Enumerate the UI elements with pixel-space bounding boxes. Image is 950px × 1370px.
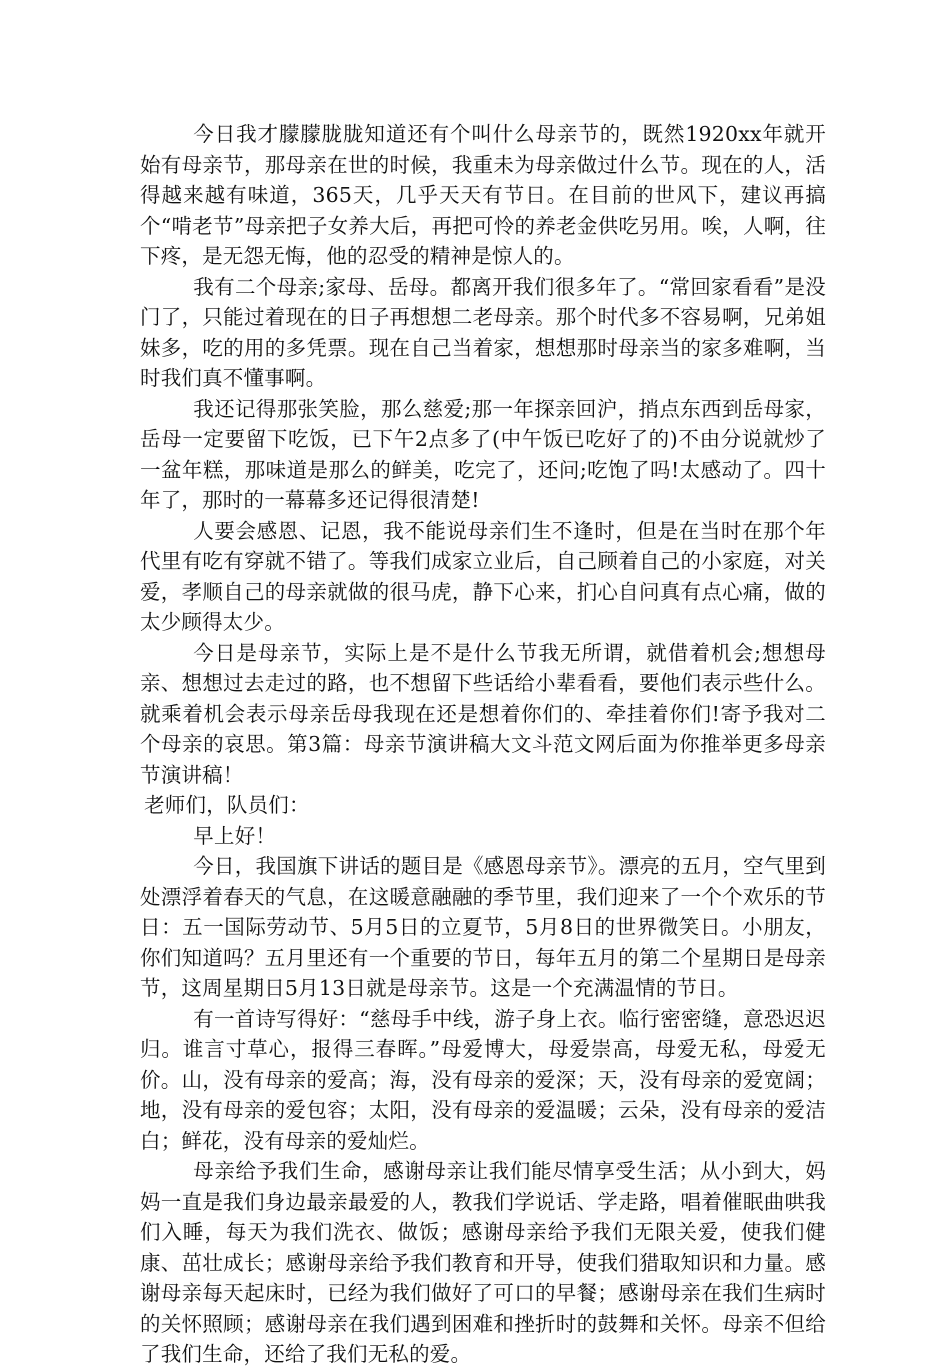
speech-salutation: 老师们，队员们：	[144, 793, 310, 817]
speech-greeting: 早上好！	[193, 823, 277, 848]
paragraph-speech-intro: 今日，我国旗下讲话的题目是《感恩母亲节》。漂亮的五月，空气里到处漂浮着春天的气息，在这暖意融融的季节里，我们迎来了一个个欢乐的节日：五一国际劳动节、5月5日的立夏节，5月8日的世界微笑日。小朋友，你们知道吗？五月里还有一个重要的节日，每年五月的第二个星期日是母亲节，这周星期日5月13日就是母亲节。这是一个充满温情的节日。	[140, 854, 826, 1000]
paragraph-two-mothers: 我有二个母亲;家母、岳母。都离开我们很多年了。“常回家看看”是没门了，只能过着现在的日子再想想二老母亲。那个时代多不容易啊，兄弟姐妹多，吃的用的多凭票。现在自己当着家，想想那时母亲当的家多难啊，当时我们真不懂事啊。	[140, 274, 826, 390]
paragraph-thanks-to-mother: 母亲给予我们生命，感谢母亲让我们能尽情享受生活；从小到大，妈妈一直是我们身边最亲最爱的人，教我们学说话、学走路，唱着催眠曲哄我们入睡，每天为我们洗衣、做饭；感谢母亲给予我们无限关爱，使我们健康、茁壮成长；感谢母亲给予我们教育和开导，使我们猎取知识和力量。感谢母亲每天起床时，已经为我们做好了可口的早餐；感谢母亲在我们生病时的关怀照顾；感谢母亲在我们遇到困难和挫折时的鼓舞和关怀。母亲不但给了我们生命，还给了我们无私的爱。	[140, 1159, 826, 1366]
document-body	[140, 119, 826, 1370]
paragraph-poem: 有一首诗写得好：“慈母手中线，游子身上衣。临行密密缝，意恐迟迟归。谁言寸草心，报得三春晖。”母爱博大，母爱崇高，母爱无私，母爱无价。山，没有母亲的爱高；海，没有母亲的爱深；天，没有母亲的爱宽阔；地，没有母亲的爱包容；太阳，没有母亲的爱温暖；云朵，没有母亲的爱洁白；鲜花，没有母亲的爱灿烂。	[140, 1006, 826, 1153]
paragraph-mothers-day-reflection: 今日我才朦朦胧胧知道还有个叫什么母亲节的，既然1920xx年就开始有母亲节，那母亲在世的时候，我重未为母亲做过什么节。现在的人，活得越来越有味道，365天，几乎天天有节日。在目前的世风下，建议再搞个“啃老节”母亲把子女养大后，再把可怜的养老金供吃另用。唉，人啊，往下疼，是无怨无悔，他的忍受的精神是惊人的。	[140, 122, 826, 268]
paragraph-mothers-day-today: 今日是母亲节，实际上是不是什么节我无所谓，就借着机会;想想母亲、想想过去走过的路，也不想留下些话给小辈看看，要他们表示些什么。就乘着机会表示母亲岳母我现在还是想着你们的、牵挂着你们!寄予我对二个母亲的哀思。第3篇：母亲节演讲稿大文斗范文网后面为你推举更多母亲节演讲稿！	[140, 640, 826, 787]
paragraph-memory-of-mother-in-law: 我还记得那张笑脸，那么慈爱;那一年探亲回沪，捎点东西到岳母家，岳母一定要留下吃饭，已下午2点多了(中午饭已吃好了的)不由分说就炒了一盆年糕，那味道是那么的鲜美，吃完了，还问;吃饱了吗!太感动了。四十年了，那时的一幕幕多还记得很清楚!	[140, 396, 826, 512]
paragraph-gratitude: 人要会感恩、记恩，我不能说母亲们生不逢时，但是在当时在那个年代里有吃有穿就不错了。等我们成家立业后，自己顾着自己的小家庭，对关爱，孝顺自己的母亲就做的很马虎，静下心来，扪心自问真有点心痛，做的太少顾得太少。	[140, 518, 826, 634]
